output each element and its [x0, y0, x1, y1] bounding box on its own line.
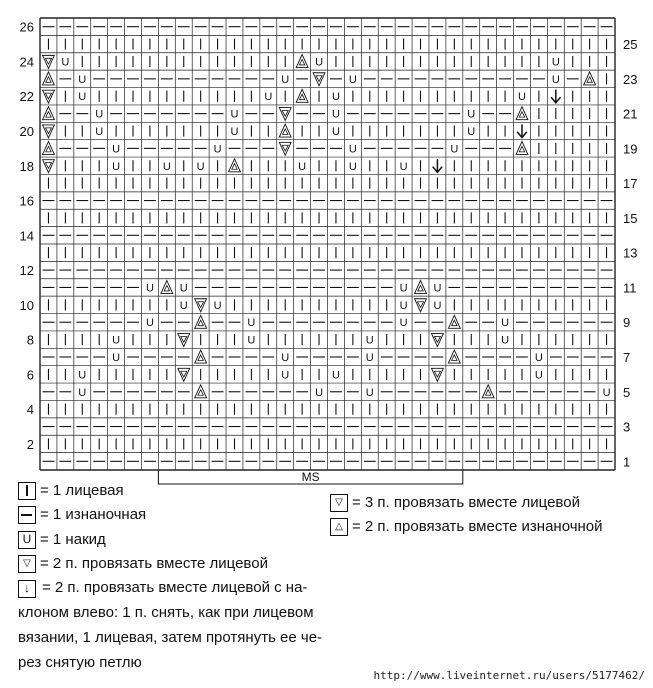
p2tog-stitch [516, 141, 528, 154]
p2tog-stitch [229, 159, 241, 172]
p2tog-inner [452, 355, 457, 361]
purl-symbol-icon [18, 506, 36, 524]
p2tog-inner [46, 146, 51, 152]
k2tog-stitch [313, 73, 325, 86]
yarn-over-stitch: U [534, 352, 543, 364]
k2tog-stitch [178, 334, 190, 347]
yarn-over-stitch: U [501, 334, 510, 347]
k2tog-stitch [432, 368, 444, 381]
row-number-left: 24 [19, 54, 34, 70]
yarn-over-stitch: U [281, 73, 290, 86]
yarn-over-stitch: U [365, 352, 374, 364]
yarn-over-stitch: U [365, 386, 374, 399]
row-number-left: 20 [19, 124, 34, 139]
yarn-over-stitch: U [399, 160, 408, 173]
row-number-right: 9 [623, 315, 631, 331]
legend-k2tog-text: = 2 п. провязать вместе лицевой [40, 555, 268, 572]
yarn-over-stitch: U [518, 91, 526, 104]
p2tog-inner [299, 94, 304, 100]
p2tog-symbol-icon: △ [330, 518, 348, 536]
k2tog-stitch [178, 368, 190, 381]
knit-symbol-icon [18, 482, 36, 500]
p2tog-stitch [161, 281, 173, 294]
yarn-over-stitch: U [95, 108, 104, 121]
p2tog-inner [519, 112, 524, 118]
yarn-over-stitch: U [78, 91, 87, 104]
p2tog-stitch [195, 385, 207, 398]
yarn-over-stitch: U [112, 352, 121, 364]
yarn-over-stitch: U [78, 386, 87, 399]
yarn-over-stitch: U [551, 56, 560, 69]
repeat-label: MS [301, 470, 320, 484]
row-number-right: 3 [623, 419, 631, 435]
k2tog-stitch [43, 125, 55, 138]
row-number-right: 13 [623, 245, 638, 261]
row-number-left: 10 [19, 297, 34, 313]
p2tog-stitch [516, 107, 528, 120]
row-number-left: 22 [19, 89, 34, 105]
k2tog-symbol-icon: ▽ [18, 555, 36, 573]
row-number-left: 6 [26, 367, 34, 383]
yarn-over-stitch: U [145, 282, 154, 295]
legend-knit [18, 482, 124, 500]
legend-p2tog-text: = 2 п. провязать вместе изнаночной [352, 518, 603, 535]
p2tog-stitch [43, 72, 55, 85]
legend-yarn-over-text: = 1 накид [40, 531, 106, 548]
yarn-over-stitch: U [78, 73, 87, 86]
yarn-over-symbol-icon: U [18, 531, 36, 549]
p2tog-inner [418, 285, 423, 291]
p2tog-inner [299, 59, 304, 65]
yarn-over-stitch: U [450, 143, 459, 156]
k2tog-stitch [43, 55, 55, 68]
p2tog-stitch [43, 141, 55, 154]
yarn-over-stitch: U [602, 386, 611, 399]
p2tog-inner [198, 320, 203, 326]
p2tog-stitch [584, 72, 596, 85]
yarn-over-stitch: U [247, 334, 256, 347]
yarn-over-stitch: U [264, 91, 273, 104]
row-number-left: 18 [19, 158, 34, 174]
yarn-over-stitch: U [348, 143, 357, 156]
yarn-over-stitch: U [78, 369, 87, 382]
p2tog-stitch [415, 281, 427, 294]
row-number-left: 14 [19, 228, 34, 244]
row-number-right: 11 [623, 280, 637, 296]
row-number-right: 21 [623, 106, 638, 122]
yarn-over-stitch: U [230, 108, 239, 121]
yarn-over-stitch: U [281, 369, 290, 382]
row-number-left: 8 [26, 332, 34, 348]
yarn-over-stitch: U [433, 299, 442, 312]
p2tog-stitch [279, 124, 291, 137]
p2tog-inner [519, 146, 524, 152]
k2tog-stitch [279, 108, 291, 121]
p2tog-stitch [195, 315, 207, 328]
row-number-left: 12 [19, 263, 34, 279]
row-number-left: 26 [19, 19, 34, 35]
yarn-over-stitch: U [298, 160, 307, 173]
row-number-right: 7 [623, 350, 631, 365]
p2tog-inner [198, 390, 203, 396]
legend-purl [18, 506, 146, 524]
row-number-left: 2 [26, 436, 34, 452]
p2tog-stitch [43, 107, 55, 120]
ssk-symbol-icon: ↓ [18, 580, 36, 598]
yarn-over-stitch: U [534, 369, 543, 382]
legend-k3tog-text: = 3 п. провязать вместе лицевой [352, 494, 580, 511]
p2tog-stitch [482, 385, 494, 398]
p2tog-stitch [448, 315, 460, 328]
legend-ssk-description: = 2 п. провязать вместе лицевой с на- клоном влево: 1 п. снять, как при лицевом вязании, 1 лицевая, затем протянуть ее че- рез снятую петлю [18, 579, 323, 671]
k2tog-stitch [43, 90, 55, 103]
p2tog-inner [46, 112, 51, 118]
yarn-over-stitch: U [467, 108, 476, 121]
yarn-over-stitch: U [281, 352, 290, 364]
k2tog-stitch [432, 334, 444, 347]
row-number-right: 1 [623, 454, 631, 470]
p2tog-stitch [448, 350, 460, 363]
p2tog-stitch [195, 350, 207, 363]
yarn-over-stitch: U [331, 91, 340, 104]
k2tog-stitch [43, 160, 55, 173]
legend-purl-text: = 1 изнаночная [40, 506, 147, 523]
yarn-over-stitch: U [501, 317, 510, 330]
yarn-over-stitch: U [433, 282, 442, 295]
row-number-left: 16 [19, 193, 34, 209]
yarn-over-stitch: U [112, 143, 121, 156]
row-number-right: 25 [623, 37, 638, 53]
p2tog-inner [452, 320, 457, 326]
yarn-over-stitch: U [399, 317, 408, 330]
yarn-over-stitch: U [399, 299, 408, 312]
legend-yarn-over [18, 531, 106, 549]
yarn-over-stitch: U [196, 160, 205, 173]
yarn-over-stitch: U [365, 334, 374, 347]
k3tog-symbol-icon: ▽ [330, 494, 348, 512]
row-number-right: 19 [623, 141, 638, 157]
yarn-over-stitch: U [162, 160, 171, 173]
p2tog-inner [485, 390, 490, 396]
yarn-over-stitch: U [112, 334, 121, 347]
yarn-over-stitch: U [331, 369, 340, 382]
p2tog-inner [283, 129, 288, 135]
yarn-over-stitch: U [145, 317, 154, 330]
p2tog-inner [232, 164, 237, 170]
legend-k2tog [18, 555, 268, 573]
yarn-over-stitch: U [179, 299, 188, 312]
yarn-over-stitch: U [331, 126, 340, 138]
yarn-over-stitch: U [61, 56, 70, 69]
p2tog-stitch [296, 89, 308, 102]
k2tog-stitch [279, 142, 291, 155]
k2tog-stitch [415, 299, 427, 312]
yarn-over-stitch: U [112, 160, 121, 173]
watermark-url: http://www.liveinternet.ru/users/5177462/ [373, 669, 645, 682]
yarn-over-stitch: U [399, 282, 408, 295]
yarn-over-stitch: U [348, 73, 357, 86]
p2tog-stitch [296, 55, 308, 68]
legend-knit-text: = 1 лицевая [40, 482, 124, 499]
yarn-over-stitch: U [179, 282, 188, 295]
legend-p2tog [330, 518, 603, 536]
yarn-over-stitch: U [213, 299, 222, 312]
yarn-over-stitch: U [315, 56, 324, 69]
yarn-over-stitch: U [315, 386, 324, 399]
p2tog-inner [164, 285, 169, 291]
k2tog-stitch [195, 299, 207, 312]
row-number-right: 15 [623, 210, 638, 226]
row-number-right: 23 [623, 71, 638, 87]
row-number-left: 4 [26, 402, 34, 418]
yarn-over-stitch: U [551, 73, 560, 86]
legend-k3tog [330, 494, 580, 512]
row-number-right: 17 [623, 176, 638, 192]
p2tog-inner [587, 77, 592, 83]
yarn-over-stitch: U [467, 126, 476, 138]
yarn-over-stitch: U [95, 126, 104, 138]
yarn-over-stitch: U [213, 143, 222, 156]
p2tog-inner [198, 355, 203, 361]
yarn-over-stitch: U [348, 160, 357, 173]
yarn-over-stitch: U [331, 108, 340, 121]
yarn-over-stitch: U [247, 317, 256, 330]
yarn-over-stitch: U [230, 126, 239, 138]
p2tog-inner [46, 77, 51, 83]
row-number-right: 5 [623, 384, 631, 400]
